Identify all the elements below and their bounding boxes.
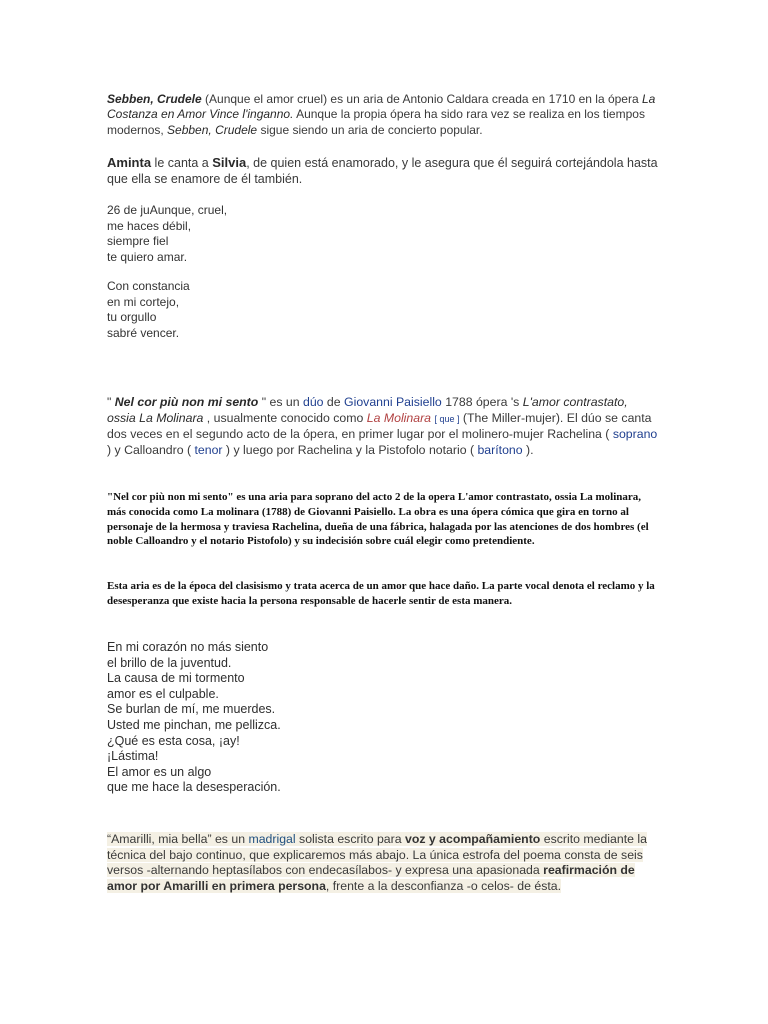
emphasis-voz: voz y acompañamiento: [405, 832, 541, 846]
link-paisiello[interactable]: Giovanni Paisiello: [344, 395, 442, 409]
link-duo[interactable]: dúo: [302, 395, 324, 409]
link-tenor[interactable]: tenor: [194, 442, 223, 457]
link-la-molinara[interactable]: La Molinara: [366, 410, 432, 425]
link-baritono[interactable]: barítono: [477, 442, 523, 457]
paragraph-clasisismo: Esta aria es de la época del clasisismo y trata acerca de un amor que hace daño. La parte vocal denota el reclamo y la desesperanza que existe hacia la persona responsable de hacerle sentir de esta manera.: [107, 580, 655, 607]
title-nel-cor: Nel cor più non mi sento: [114, 395, 259, 409]
paragraph-amarilli: “Amarilli, mia bella” es un madrigal solista escrito para voz y acompañamiento escrito mediante la técnica del bajo continuo, que explicaremos más abajo. La única estrofa del poema consta de seis versos -alternando heptasílabos con endecasílabos- y expresa una apasionada reafirmación de amor por Amarilli en primera persona, frente a la desconfianza -o celos- de ésta.: [107, 832, 647, 893]
verse-sebben-2: Con constancia en mi cortejo, tu orgullo sabré vencer.: [107, 279, 190, 340]
paragraph-nel-cor: " Nel cor più non mi sento " es un dúo de Giovanni Paisiello 1788 ópera 's L'amor contrastato, ossia La Molinara , usualmente conocido como La Molinara [ que ] (The Miller-mujer). El dúo se canta dos veces en el segundo acto de la ópera, en primer lugar por el molinero-mujer Rachelina ( soprano ) y Calloandro ( tenor ) y luego por Rachelina y la Pistofolo notario ( barítono ).: [107, 395, 658, 457]
name-silvia: Silvia: [212, 155, 247, 170]
paragraph-nel-cor-serif: "Nel cor più non mi sento" es una aria para soprano del acto 2 de la opera L'amor contrastato, ossia La molinara, más conocida como La molinara (1788) de Giovanni Paisiello. La obra es una ópera cómica que gira en torno al personaje de la hermosa y traviesa Rachelina, dueña de una fábrica, halagada por las atenciones de dos hombres (el noble Calloandro y el notario Pistofolo) y su indecisión sobre cuál elegir como pretendiente.: [107, 491, 649, 548]
name-aminta: Aminta: [107, 155, 152, 170]
title-sebben: Sebben, Crudele: [107, 92, 202, 106]
opera-title: La Costanza en Amor Vince l'inganno.: [107, 92, 656, 122]
verse-nel-cor: En mi corazón no más siento el brillo de la juventud. La causa de mi tormento amor es el culpable. Se burlan de mí, me muerdes. Usted me pinchan, me pellizca. ¿Qué es esta cosa, ¡ay! ¡Lástima! El amor es un algo que me hace la desesperación.: [107, 640, 281, 795]
paragraph-aminta: Aminta le canta a Silvia, de quien está enamorado, y le asegura que él seguirá cortejándola hasta que ella se enamore de él también.: [107, 155, 658, 186]
link-que[interactable]: [ que ]: [434, 413, 460, 424]
link-madrigal[interactable]: madrigal: [248, 832, 296, 846]
link-soprano[interactable]: soprano: [612, 427, 658, 442]
paragraph-sebben: Sebben, Crudele (Aunque el amor cruel) es un aria de Antonio Caldara creada en 1710 en la ópera La Costanza en Amor Vince l'inganno. Aunque la propia ópera ha sido rara vez se realiza en los tiempos modernos, Sebben, Crudele sigue siendo un aria de concierto popular.: [107, 92, 656, 137]
emphasis-reafirmacion: reafirmación de amor por Amarilli en primera persona: [107, 863, 635, 893]
verse-sebben-1: 26 de juAunque, cruel, me haces débil, siempre fiel te quiero amar.: [107, 203, 228, 264]
